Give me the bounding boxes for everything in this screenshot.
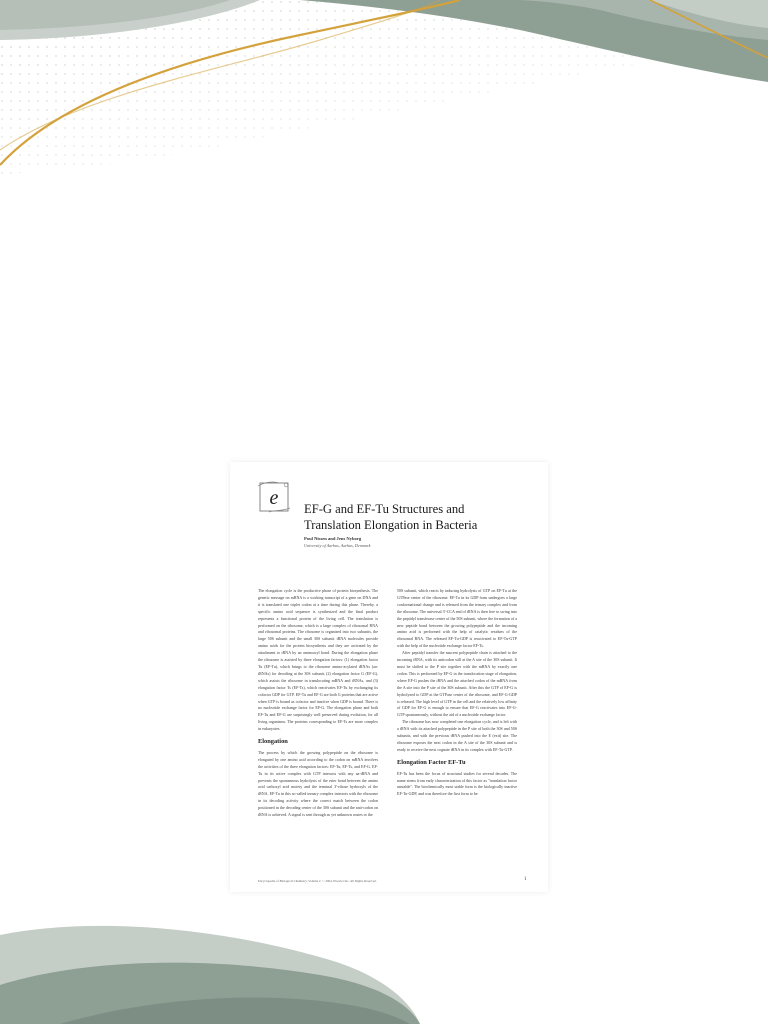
svg-text:e: e: [269, 487, 279, 509]
page-footer: Encyclopedia of Biological Chemistry, Volume 2. © 2004, Elsevier Inc. All Rights Reserved.: [258, 879, 377, 883]
document-page: [230, 462, 548, 892]
article-affiliation: University of Aarhus, Aarhus, Denmark: [304, 543, 371, 548]
dotted-pattern: [0, 0, 768, 180]
paragraph-3: The ribosome has now completed one elongation cycle, and is left with a tRNA with its attached polypeptide in the P site of both the 30S and 50S subunits, and with the previous tRNA pushed into the E (exit) site. The ribosome exposes the next codon in the A site of the 30S subunit and is ready to receive the next cognate tRNA in its complex with EF-Tu-GTP.: [397, 719, 517, 752]
bottom-sage-wave: [0, 963, 420, 1024]
left-column: [258, 588, 378, 819]
paragraph-1: 50S subunit, which reacts by inducing hydrolysis of GTP on EF-Tu at the GTPase center of the ribosome. EF-Tu in its GDP form undergoes a large conformational change and is released from the ternary complex and from the ribosome. The universal 3'-CCA end of tRNA is then free to swing into the peptidyl transferase center of the 50S subunit, where the formation of a new peptide bond between the growing polypeptide and the incoming amino acid is performed with the help of catalytic residues of the ribosomal RNA. The released EF-Tu-GDP is reactivated to EF-Tu-GTP with the help of the nucleotide exchange factor EF-Ts.: [397, 588, 517, 649]
paragraph-2: After peptidyl transfer the nascent polypeptide chain is attached to the incoming tRNA, with its anticodon still at the A site of the 30S subunit. It must be shifted to the P site together with the mRNA by exactly one codon. This is performed by EF-G in the translocation stage of elongation, where EF-G pushes the tRNA and the attached codon of the mRNA from the A site into the P site of the 30S subunit. After this the GTP of EF-G is hydrolyzed to GDP at the GTPase center of the ribosome, and EF-G-GDP is released. The high level of GTP in the cell and the relatively low affinity of GDP for EF-G is enough to ensure that EF-G reactivates into EF-G-GTP spontaneously, without the aid of a nucleotide exchange factor.: [397, 650, 517, 718]
article-authors: Poul Nissen and Jens Nyborg: [304, 536, 362, 541]
top-left-wave: [0, 0, 260, 40]
bottom-dark-wave: [60, 997, 410, 1024]
title-line-1: EF-G and EF-Tu Structures and: [304, 502, 465, 516]
paragraph-4: EF-Tu has been the focus of structural studies for several decades. The name stems from early characterization of this factor as "translation factor unstable". The biochemically most stable form is the biologically inactive EF-Tu-GDP, and was therefore the first form to be: [397, 770, 517, 797]
title-line-2: Translation Elongation in Bacteria: [304, 517, 478, 532]
elongation-paragraph: The process by which the growing polypeptide on the ribosome is elongated by one amino acid according to the codon on mRNA involves the activities of the three elongation factors: EF-Tu, EF-Ts, and EF-G. EF-Tu in its active complex with GTP interacts with any aa-tRNA and prevents the spontaneous hydrolysis of the ester bond between the amino acid carboxyl acid moiety and the terminal 3'-ribose hydroxyls of the tRNA. EF-Tu in this so-called ternary complex interacts with the ribosome in its decoding activity where the correct match between the codon positioned in the decoding center of the 30S subunit and the anti-codon on tRNA is achieved. A signal is sent through as yet unknown routes to the: [258, 749, 378, 818]
article-title: [304, 502, 540, 533]
top-right-wave: [300, 0, 768, 82]
intro-paragraph: The elongation cycle is the productive phase of protein biosynthesis. The genetic message on mRNA is a working transcript of a gene on DNA and it is translated one triplet codon at a time during this phase. Thereby, a specific amino acid sequence is synthesized and the final product represents a functional protein of the living cell. The translation is performed on the ribosome, which is a large complex of ribosomal RNA and ribosomal proteins. The ribosome is organized into two subunits, the large 50S subunit and the small 30S subunit. tRNA molecules provide amino acids for the protein biosynthesis and they are activated by the attachment to tRNA by an aminoacyl bond. During the elongation phase the ribosome is assisted by three elongation factors: (1) elongation factor Tu (EF-Tu), which brings to the ribosome amino-acylated tRNAs (aa-tRNAs) for decoding at the 30S subunit, (2) elongation factor G (EF-G), which assists the ribosome in translocating mRNA and tRNAs, and (3) elongation factor Ts (EF-Ts), which reactivates EF-Tu by exchanging its cofactor GDP for GTP. EF-Tu and EF-G are both G proteins that are active when GTP is bound as cofactor and inactive when GDP is bound. There is no nucleotide exchange factor for EF-G. The elongation phase and both EF-Tu and EF-G are surprisingly well preserved during evolution, for all living organisms. The proteins corresponding to EF-Ts are more complex in eukaryotes.: [258, 588, 378, 732]
section-heading-ef-tu: Elongation Factor EF-Tu: [397, 758, 466, 766]
section-heading-elongation: Elongation: [258, 738, 288, 746]
right-column: [397, 588, 517, 798]
gold-line-1: [0, 0, 460, 165]
encyclopedia-e-logo: [257, 480, 291, 514]
bottom-light-wave: [0, 926, 420, 1024]
gold-line-2: [0, 0, 440, 150]
gold-line-3: [650, 0, 768, 58]
page-number: 1: [524, 877, 527, 882]
